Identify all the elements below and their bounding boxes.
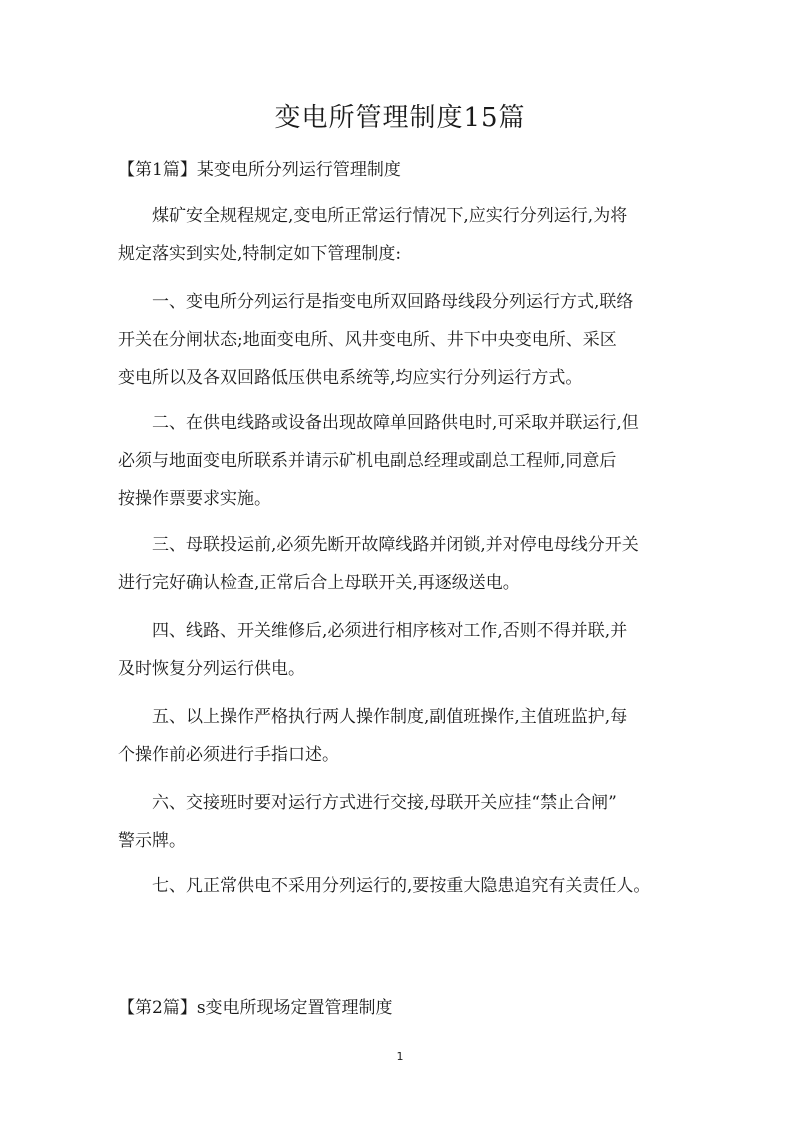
paragraph-line: 一、变电所分列运行是指变电所双回路母线段分列运行方式,联络 [152,292,634,312]
section-heading-2: 【第2篇】s变电所现场定置管理制度 [118,998,393,1018]
paragraph-line: 规定落实到实处,特制定如下管理制度: [118,244,402,264]
paragraph-item-2 [118,404,688,518]
paragraph-intro [118,197,688,273]
page-number: 1 [396,1050,404,1063]
paragraph-line: 进行完好确认检查,正常后合上母联开关,再逐级送电。 [118,573,520,593]
paragraph-item-5 [118,698,688,774]
paragraph-line: 及时恢复分列运行供电。 [118,659,305,679]
paragraph-line: 个操作前必须进行手指口述。 [118,745,339,765]
document-title: 变电所管理制度15篇 [274,103,526,133]
paragraph-line: 三、母联投运前,必须先断开故障线路并闭锁,并对停电母线分开关 [152,535,639,555]
paragraph-item-1 [118,283,688,397]
paragraph-line: 必须与地面变电所联系并请示矿机电副总经理或副总工程师,同意后 [118,451,617,471]
paragraph-line: 变电所以及各双回路低压供电系统等,均应实行分列运行方式。 [118,368,583,388]
paragraph-line: 四、线路、开关维修后,必须进行相序核对工作,否则不得并联,并 [152,621,628,641]
paragraph-line: 六、交接班时要对运行方式进行交接,母联开关应挂“禁止合闸” [152,793,617,813]
paragraph-item-6 [118,784,688,860]
paragraph-item-4 [118,612,688,688]
paragraph-line: 煤矿安全规程规定,变电所正常运行情况下,应实行分列运行,为将 [152,206,628,226]
section-heading-1: 【第1篇】某变电所分列运行管理制度 [118,160,401,180]
paragraph-line: 开关在分闸状态;地面变电所、风井变电所、井下中央变电所、采区 [118,330,617,350]
paragraph-line: 七、凡正常供电不采用分列运行的,要按重大隐患追究有关责任人。 [152,876,651,896]
paragraph-item-7 [118,867,688,905]
paragraph-item-3 [118,526,688,602]
paragraph-line: 警示牌。 [118,831,186,851]
paragraph-line: 五、以上操作严格执行两人操作制度,副值班操作,主值班监护,每 [152,707,628,727]
paragraph-line: 二、在供电线路或设备出现故障单回路供电时,可采取并联运行,但 [152,413,639,433]
paragraph-line: 按操作票要求实施。 [118,489,271,509]
